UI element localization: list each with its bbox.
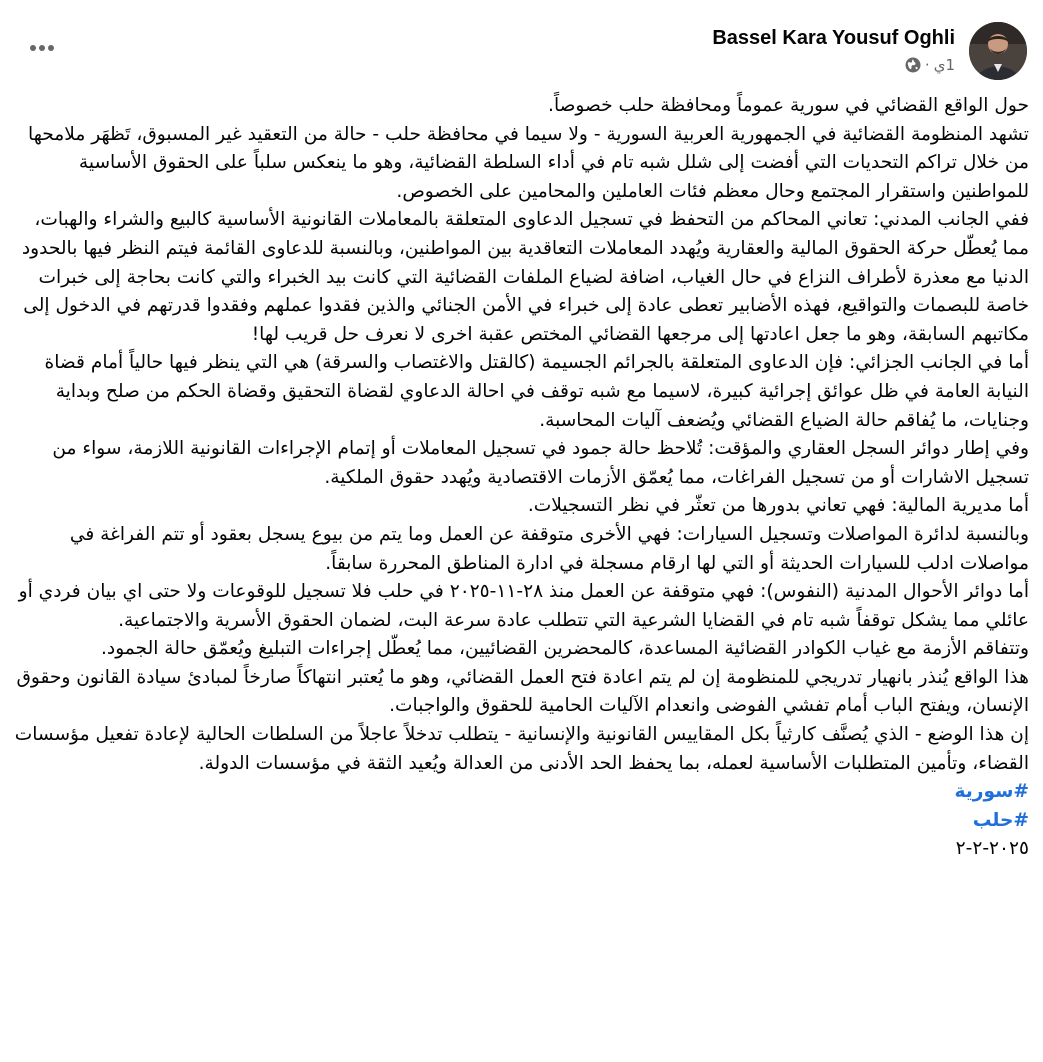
post-paragraph: تشهد المنظومة القضائية في الجمهورية العربية السورية - ولا سيما في محافظة حلب - حالة من التعقيد غير المسبوق، تَظهَر ملامحها من خلال تراكم التحديات التي أفضت إلى شلل شبه تام في أداء السلطة القضائية، وهو ما ينعكس سلباً على الحقوق الأساسية للمواطنين واستقرار المجتمع وحال معظم فئات العاملين والمحامين على الخصوص. <box>28 123 1029 202</box>
author-name[interactable]: Bassel Kara Yousuf Oghli <box>712 27 955 49</box>
post-date: ٢٠٢٥-٢-٢ <box>955 838 1029 860</box>
post-timestamp[interactable]: 1ي <box>933 56 955 74</box>
post-header <box>16 16 1027 86</box>
author-block <box>712 24 955 76</box>
post-paragraph: أما دوائر الأحوال المدنية (النفوس): فهي متوقفة عن العمل منذ ٢٨-١١-٢٠٢٥ في حلب فلا تسجيل للوقوعات ولا حتى اي بيان فردي أو عائلي مما يشكل توقفاً شبه تام في القضايا الشرعية التي تتطلب عادة سرعة البت، لضمان الحقوق الأسرية والاجتماعية. <box>18 581 1029 631</box>
post-body <box>10 92 1029 864</box>
hashtag-link-aleppo[interactable]: #حلب <box>972 809 1029 831</box>
globe-icon[interactable] <box>905 57 921 73</box>
meta-separator: · <box>924 56 930 74</box>
post-paragraph: أما مديرية المالية: فهي تعاني بدورها من تعثّر في نظر التسجيلات. <box>527 495 1029 517</box>
post-paragraph: وتتفاقم الأزمة مع غياب الكوادر القضائية المساعدة، كالمحضرين القضائيين، مما يُعطّل إجراءات التبليغ ويُعمّق حالة الجمود. <box>101 638 1029 660</box>
post-paragraph: ففي الجانب المدني: تعاني المحاكم من التحفظ في تسجيل الدعاوى المتعلقة بالمعاملات القانونية الأساسية كالبيع والشراء والهبات، مما يُعطّل حركة الحقوق المالية والعقارية ويُهدد المعاملات التعاقدية بين المواطنين، وبالنسبة للدعاوى القائمة فيتم النظر فيها بالحدود الدنيا مع معذرة لأطراف النزاع في حال الغياب، اضافة لضياع الملفات القضائية التي كانت بيد الخبراء والتي كانت بحاجة إلى خبرات خاصة للبصمات والتواقيع، فهذه الأضابير تعطى عادة إلى خبراء في الأمن الجنائي والذين فقدوا عملهم وفقدوا قدرتهم في الدخول إلى مكاتبهم السابقة، وهو ما جعل اعادتها إلى مرجعها القضائي المختص عقبة اخرى لا نعرف حل قريب لها! <box>21 209 1029 345</box>
more-horizontal-icon <box>30 45 54 51</box>
hashtag-link-syria[interactable]: #سورية <box>954 781 1029 803</box>
more-options-button[interactable] <box>24 36 60 60</box>
post-meta <box>712 54 955 76</box>
post-paragraph: أما في الجانب الجزائي: فإن الدعاوى المتعلقة بالجرائم الجسيمة (كالقتل والاغتصاب والسرقة) هي التي ينظر فيها حالياً أمام قضاة النيابة العامة في ظل عوائق إجرائية كبيرة، لاسيما مع شبه توقف في احالة الدعاوي لقضاة التحقيق وقضاة الحكم من صلح وبداية وجنايات، ما يُفاقم حالة الضياع القضائي ويُضعف آليات المحاسبة. <box>44 352 1029 431</box>
post-paragraph: حول الواقع القضائي في سورية عموماً ومحافظة حلب خصوصاً. <box>548 95 1029 116</box>
post-paragraph: وبالنسبة لدائرة المواصلات وتسجيل السيارات: فهي الأخرى متوقفة عن العمل وما يتم من بيوع يسجل بعقود أو تتم الفراغة في مواصلات ادلب للسيارات الحديثة أو التي لها ارقام مسجلة في ادارة المناطق المحررة سابقاً. <box>69 523 1029 574</box>
avatar[interactable] <box>969 22 1027 80</box>
post-paragraph: وفي إطار دوائر السجل العقاري والمؤقت: تُلاحظ حالة جمود في تسجيل المعاملات أو إتمام الإجراءات القانونية اللازمة، سواء من تسجيل الاشارات أو من تسجيل الفراغات، مما يُعمّق الأزمات الاقتصادية ويُهدد حقوق الملكية. <box>52 438 1029 488</box>
post-paragraph: هذا الواقع يُنذر بانهيار تدريجي للمنظومة إن لم يتم اعادة فتح العمل القضائي، وهو ما يُعتبر انتهاكاً صارخاً لمبادئ سيادة القانون وحقوق الإنسان، ويفتح الباب أمام تفشي الفوضى وانعدام الآليات الحامية للحقوق والواجبات. <box>16 666 1029 717</box>
post-paragraph: إن هذا الوضع - الذي يُصنَّف كارثياً بكل المقاييس القانونية والإنسانية - يتطلب تدخلاً عاجلاً من السلطات الحالية لإعادة تفعيل مؤسسات القضاء، وتأمين المتطلبات الأساسية لعمله، بما يحفظ الحد الأدنى من العدالة ويُعيد الثقة في مؤسسات الدولة. <box>14 724 1029 774</box>
